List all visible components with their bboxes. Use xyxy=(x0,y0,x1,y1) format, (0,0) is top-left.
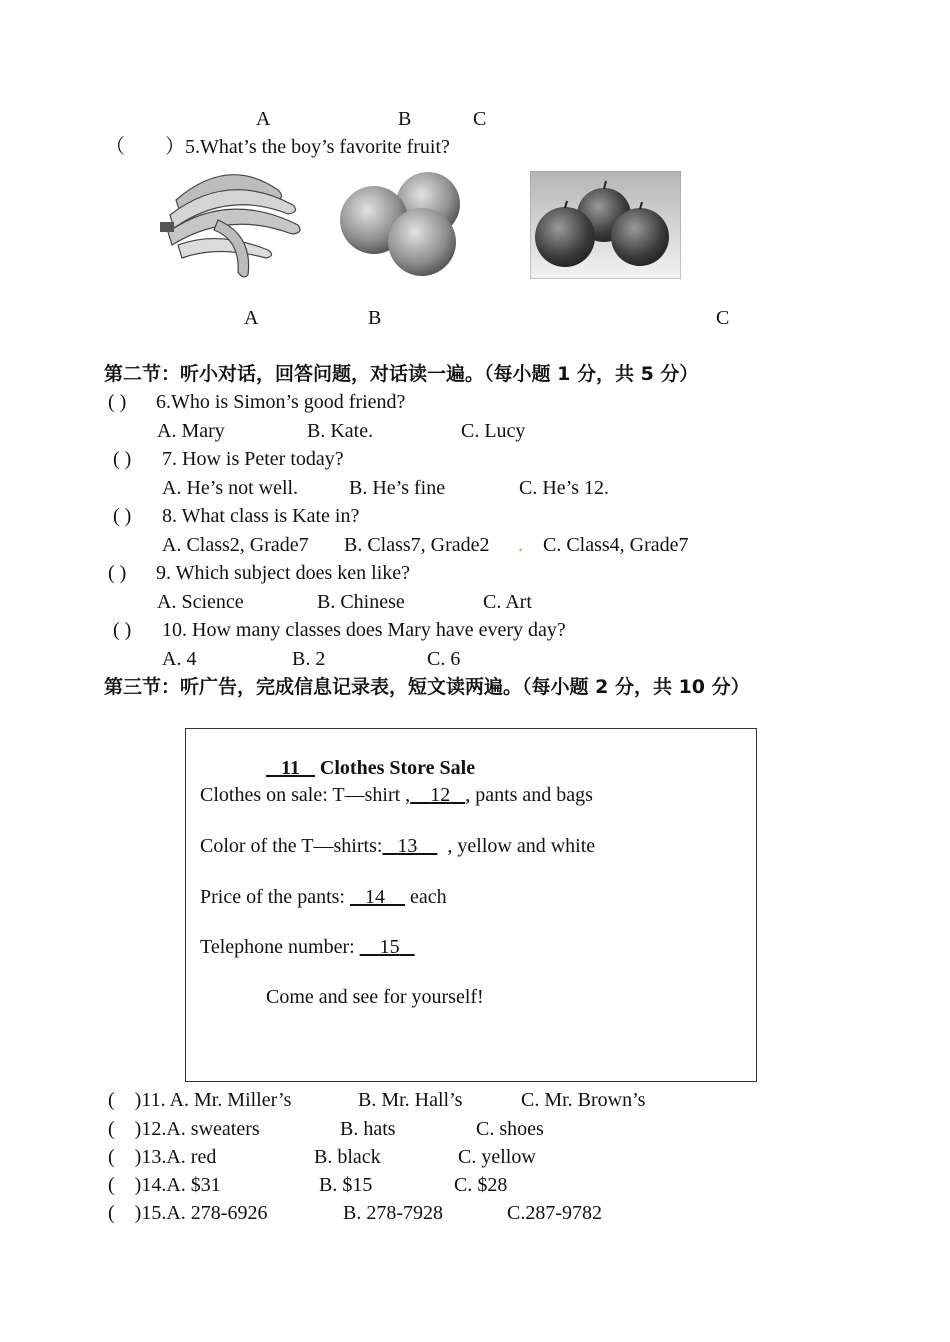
q8-option-c: C. Class4, Grade7 xyxy=(543,534,689,556)
a14-option-b: B. $15 xyxy=(319,1174,373,1196)
q9-option-b: B. Chinese xyxy=(317,591,405,613)
a11-option-c: C. Mr. Brown’s xyxy=(521,1089,646,1111)
q9-option-c: C. Art xyxy=(483,591,532,613)
q4-option-c: C xyxy=(473,108,487,130)
bananas-image xyxy=(158,160,308,280)
a14-answer-paren[interactable]: ( ) xyxy=(108,1174,142,1196)
ad-title-text: Clothes Store Sale xyxy=(319,757,476,779)
q10-option-b: B. 2 xyxy=(292,648,326,670)
a12-option-b: B. hats xyxy=(340,1118,396,1140)
q10-answer-paren[interactable]: ( ) xyxy=(113,619,132,641)
a13-row: ( )13.A. red xyxy=(108,1146,217,1168)
q7-answer-paren[interactable]: ( ) xyxy=(113,448,132,470)
q8-option-b: B. Class7, Grade2 xyxy=(344,534,490,556)
section2-heading: 第二节：听小对话，回答问题，对话读一遍。（每小题 1 分，共 5 分） xyxy=(104,363,699,385)
q5-option-b: B xyxy=(368,307,382,329)
q5-question: 5.What’s the boy’s favorite fruit? xyxy=(185,136,450,158)
q7-option-c: C. He’s 12. xyxy=(519,477,609,499)
blank-12[interactable]: 12 xyxy=(430,784,451,806)
q4-option-b: B xyxy=(398,108,412,130)
a15-answer-paren[interactable]: ( ) xyxy=(108,1202,142,1224)
blank-13[interactable]: 13 xyxy=(397,835,418,857)
q4-option-a: A xyxy=(256,108,271,130)
q9-answer-paren[interactable]: ( ) xyxy=(108,562,127,584)
a14-option-c: C. $28 xyxy=(454,1174,508,1196)
q8-question: 8. What class is Kate in? xyxy=(162,505,360,527)
apples-image xyxy=(530,171,681,279)
ad-line-clothes: Clothes on sale: T—shirt , 12 , pants and bags xyxy=(200,784,593,806)
oranges-image xyxy=(338,170,466,278)
q6-question: 6.Who is Simon’s good friend? xyxy=(156,391,406,413)
ad-closing: Come and see for yourself! xyxy=(266,986,484,1008)
q9-option-a: A. Science xyxy=(157,591,244,613)
ad-line-price: Price of the pants: 14 each xyxy=(200,886,447,908)
a15-row: ( )15.A. 278-6926 xyxy=(108,1202,268,1224)
q6-option-a: A. Mary xyxy=(157,420,225,442)
ad-line-color: Color of the T—shirts: 13 , yellow and white xyxy=(200,835,596,857)
ad-line-phone: Telephone number: 15 xyxy=(200,935,415,959)
q10-question: 10. How many classes does Mary have every day? xyxy=(162,619,566,641)
stray-dot: . xyxy=(518,534,523,556)
q6-answer-paren[interactable]: ( ) xyxy=(108,391,127,413)
q8-option-a: A. Class2, Grade7 xyxy=(162,534,309,556)
section3-heading: 第三节：听广告，完成信息记录表，短文读两遍。（每小题 2 分，共 10 分） xyxy=(104,676,750,698)
a15-option-b: B. 278-7928 xyxy=(343,1202,443,1224)
q10-option-a: A. 4 xyxy=(162,648,197,670)
q6-option-b: B. Kate. xyxy=(307,420,374,442)
a15-option-c: C.287-9782 xyxy=(507,1202,602,1224)
a13-option-c: C. yellow xyxy=(458,1146,536,1168)
a12-row: ( )12.A. sweaters xyxy=(108,1118,260,1140)
a12-option-c: C. shoes xyxy=(476,1118,544,1140)
a11-row: ( )11. A. Mr. Miller’s xyxy=(108,1089,292,1111)
a13-option-b: B. black xyxy=(314,1146,381,1168)
q6-option-c: C. Lucy xyxy=(461,420,526,442)
q7-question: 7. How is Peter today? xyxy=(162,448,344,470)
q8-answer-paren[interactable]: ( ) xyxy=(113,505,132,527)
q7-option-a: A. He’s not well. xyxy=(162,477,299,499)
q5-option-c: C xyxy=(716,307,730,329)
a14-row: ( )14.A. $31 xyxy=(108,1174,221,1196)
blank-15[interactable]: 15 xyxy=(379,936,400,958)
a13-answer-paren[interactable]: ( ) xyxy=(108,1146,142,1168)
a12-answer-paren[interactable]: ( ) xyxy=(108,1118,142,1140)
q5-option-a: A xyxy=(244,307,259,329)
q10-option-c: C. 6 xyxy=(427,648,461,670)
q5-answer-paren[interactable]: （ ） xyxy=(105,136,185,158)
blank-11[interactable]: 11 xyxy=(281,757,300,779)
q7-option-b: B. He’s fine xyxy=(349,477,446,499)
a11-answer-paren[interactable]: ( ) xyxy=(108,1089,142,1111)
q9-question: 9. Which subject does ken like? xyxy=(156,562,411,584)
a11-option-b: B. Mr. Hall’s xyxy=(358,1089,463,1111)
ad-title xyxy=(266,756,475,780)
blank-14[interactable]: 14 xyxy=(364,886,385,908)
